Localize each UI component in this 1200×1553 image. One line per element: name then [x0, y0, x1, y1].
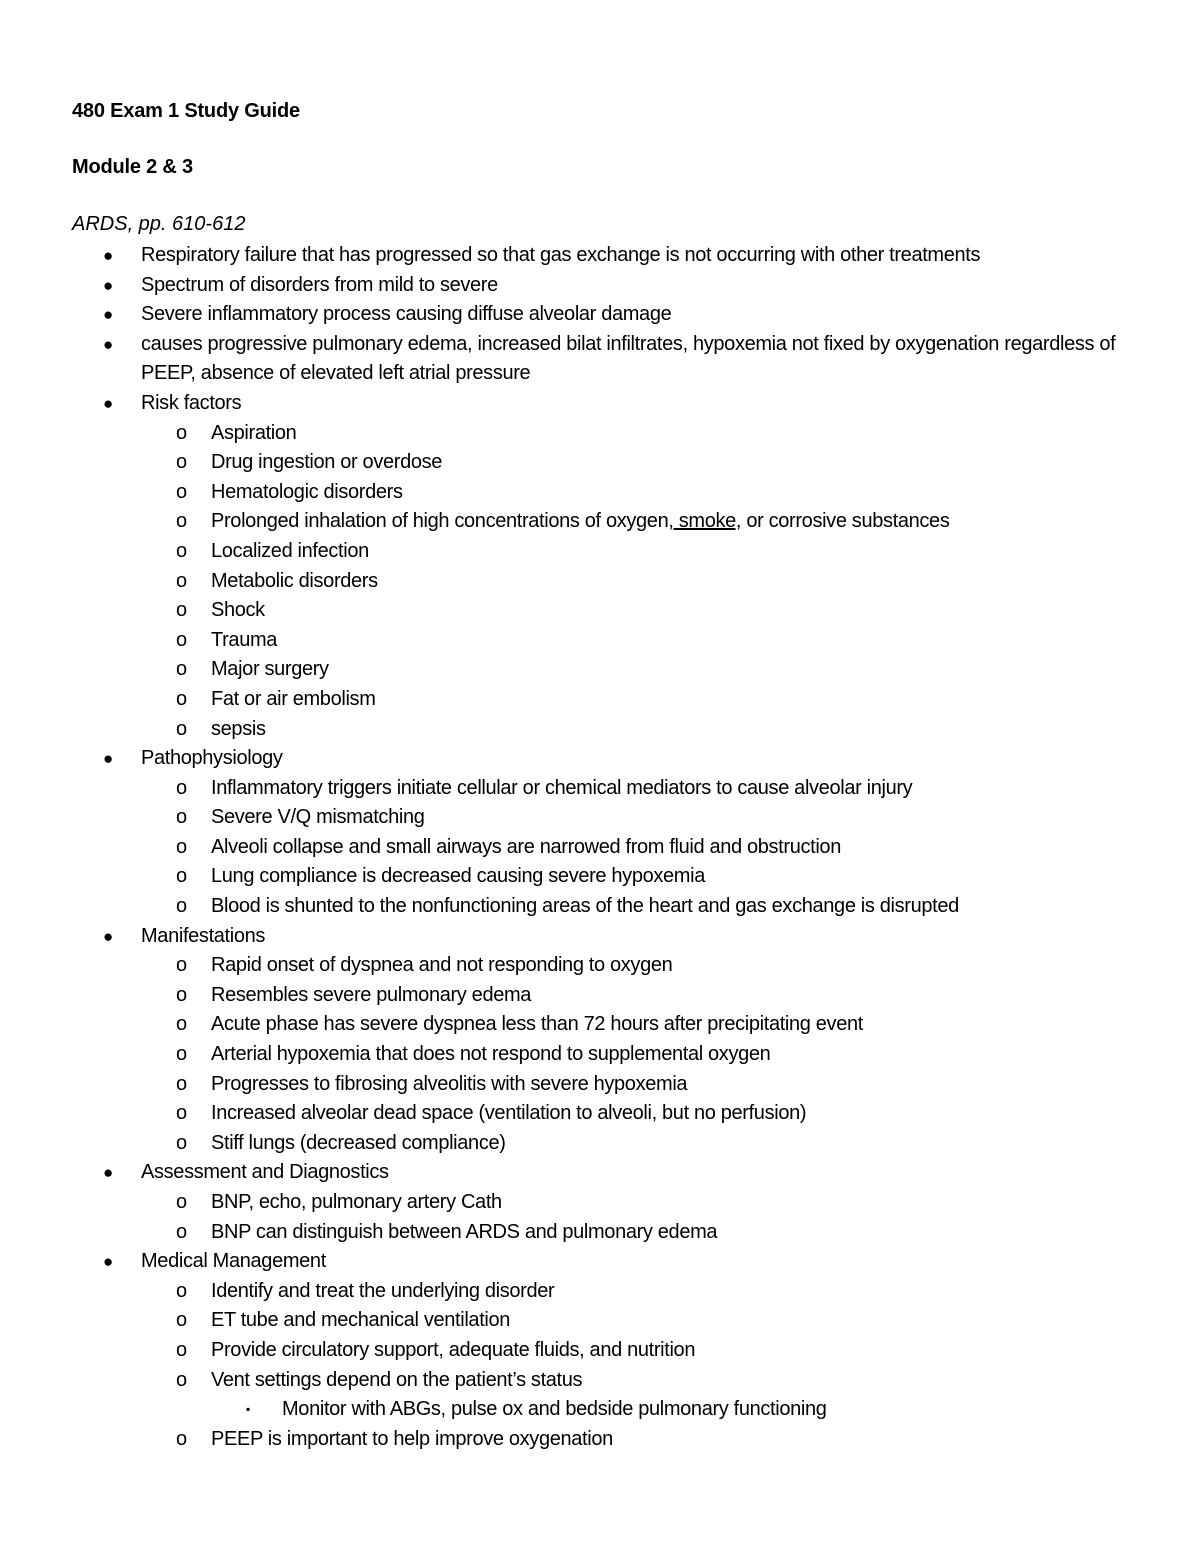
list-item-pathophysiology: ● Pathophysiology — [0, 744, 1200, 774]
sub-list-item: o Aspiration — [0, 419, 1200, 449]
circle-bullet-icon: o — [176, 687, 187, 710]
circle-bullet-icon: o — [176, 895, 187, 918]
sub-list-item: o Shock — [0, 596, 1200, 626]
sub-list-item: o Inflammatory triggers initiate cellular or chemical mediators to cause alveolar injury — [0, 774, 1200, 804]
list-item-assessment: ● Assessment and Diagnostics — [0, 1158, 1200, 1188]
outline-list — [0, 241, 1200, 1454]
sub-list-item: o sepsis — [0, 715, 1200, 745]
sub-list-item: o Arterial hypoxemia that does not respond to supplemental oxygen — [0, 1040, 1200, 1070]
sub-list-item: o Metabolic disorders — [0, 567, 1200, 597]
sub-list-item: o Increased alveolar dead space (ventilation to alveoli, but no perfusion) — [0, 1099, 1200, 1129]
bullet-icon: ● — [103, 246, 113, 265]
sub-list-item: o Resembles severe pulmonary edema — [0, 981, 1200, 1011]
list-item: ● Spectrum of disorders from mild to severe — [0, 271, 1200, 301]
sub-list-item: o PEEP is important to help improve oxygenation — [0, 1425, 1200, 1455]
circle-bullet-icon: o — [176, 1279, 187, 1302]
sub-list-item: o Blood is shunted to the nonfunctioning areas of the heart and gas exchange is disrupted — [0, 892, 1200, 922]
list-item-management: ● Medical Management — [0, 1247, 1200, 1277]
sub-list-item: o Acute phase has severe dyspnea less than 72 hours after precipitating event — [0, 1010, 1200, 1040]
underlined-text: , smoke, — [668, 510, 742, 533]
bullet-icon: ● — [103, 926, 113, 946]
list-item-manifestations: ● Manifestations — [0, 922, 1200, 952]
circle-bullet-icon: o — [176, 1338, 187, 1361]
sub-list-item: o Severe V/Q mismatching — [0, 803, 1200, 833]
circle-bullet-icon: o — [176, 421, 187, 444]
sub-list-item: o Localized infection — [0, 537, 1200, 567]
circle-bullet-icon: o — [176, 1072, 187, 1095]
list-item: ● Severe inflammatory process causing diffuse alveolar damage — [0, 300, 1200, 330]
list-item: ● Respiratory failure that has progressed so that gas exchange is not occurring with other treatments — [0, 241, 1200, 271]
list-item: ● causes progressive pulmonary edema, increased bilat infiltrates, hypoxemia not fixed by oxygenation regardless of PEEP, absence of elevated left atrial pressure — [0, 330, 1116, 389]
sub-list-item: o Major surgery — [0, 655, 1200, 685]
circle-bullet-icon: o — [176, 1131, 187, 1154]
circle-bullet-icon: o — [176, 1191, 187, 1213]
circle-bullet-icon: o — [176, 1309, 187, 1332]
circle-bullet-icon: o — [176, 539, 187, 562]
bullet-icon: ● — [103, 305, 113, 325]
square-bullet-icon: ▪ — [246, 1402, 250, 1417]
sub-list-item: o BNP can distinguish between ARDS and pulmonary edema — [0, 1218, 1200, 1248]
sub-list-item: o Trauma — [0, 626, 1200, 656]
circle-bullet-icon: o — [176, 658, 187, 681]
bullet-icon: ● — [103, 749, 113, 769]
document-title: 480 Exam 1 Study Guide — [72, 100, 300, 122]
circle-bullet-icon: o — [176, 451, 187, 474]
circle-bullet-icon: o — [176, 776, 187, 799]
circle-bullet-icon: o — [176, 983, 187, 1006]
sub-list-item: o Alveoli collapse and small airways are narrowed from fluid and obstruction — [0, 833, 1200, 863]
sub-sub-list-item: ▪ Monitor with ABGs, pulse ox and bedside pulmonary functioning — [0, 1395, 1200, 1425]
sub-list-item: o Vent settings depend on the patient’s status — [0, 1366, 1200, 1396]
section-heading: ARDS, pp. 610-612 — [72, 213, 246, 235]
circle-bullet-icon: o — [176, 1013, 187, 1036]
sub-list-item: o Provide circulatory support, adequate fluids, and nutrition — [0, 1336, 1200, 1366]
sub-list-item: o Drug ingestion or overdose — [0, 448, 1200, 478]
bullet-icon: ● — [103, 1163, 113, 1183]
sub-list-item: o Hematologic disorders — [0, 478, 1200, 508]
sub-list-item: o BNP, echo, pulmonary artery Cath — [0, 1188, 1200, 1218]
sub-list-item: o Identify and treat the underlying disorder — [0, 1277, 1200, 1307]
bullet-icon: ● — [103, 334, 113, 354]
sub-list-item: o Rapid onset of dyspnea and not responding to oxygen — [0, 951, 1200, 981]
circle-bullet-icon: o — [176, 806, 187, 829]
circle-bullet-icon: o — [176, 1220, 187, 1243]
circle-bullet-icon: o — [176, 1427, 187, 1450]
module-heading: Module 2 & 3 — [72, 156, 193, 178]
list-item-risk-factors: ● Risk factors — [0, 389, 1200, 419]
circle-bullet-icon: o — [176, 835, 187, 858]
circle-bullet-icon: o — [176, 954, 187, 977]
circle-bullet-icon: o — [176, 569, 187, 592]
circle-bullet-icon: o — [176, 628, 187, 651]
circle-bullet-icon: o — [176, 599, 187, 622]
bullet-icon: ● — [103, 275, 113, 295]
sub-list-item: o Progresses to fibrosing alveolitis with severe hypoxemia — [0, 1070, 1200, 1100]
circle-bullet-icon: o — [176, 480, 187, 503]
circle-bullet-icon: o — [176, 1368, 187, 1391]
sub-list-item: o Lung compliance is decreased causing severe hypoxemia — [0, 862, 1200, 892]
circle-bullet-icon: o — [176, 1102, 187, 1125]
sub-list-item: o Stiff lungs (decreased compliance) — [0, 1129, 1200, 1159]
sub-list-item: o ET tube and mechanical ventilation — [0, 1306, 1200, 1336]
sub-list-item: o Prolonged inhalation of high concentrations of oxygen, smoke, or corrosive substances — [0, 507, 1200, 537]
bullet-icon: ● — [103, 1252, 113, 1272]
circle-bullet-icon: o — [176, 1043, 187, 1066]
sub-list-item: o Fat or air embolism — [0, 685, 1200, 715]
circle-bullet-icon: o — [176, 510, 187, 533]
bullet-icon: ● — [103, 393, 113, 413]
circle-bullet-icon: o — [176, 865, 187, 888]
circle-bullet-icon: o — [176, 717, 187, 740]
